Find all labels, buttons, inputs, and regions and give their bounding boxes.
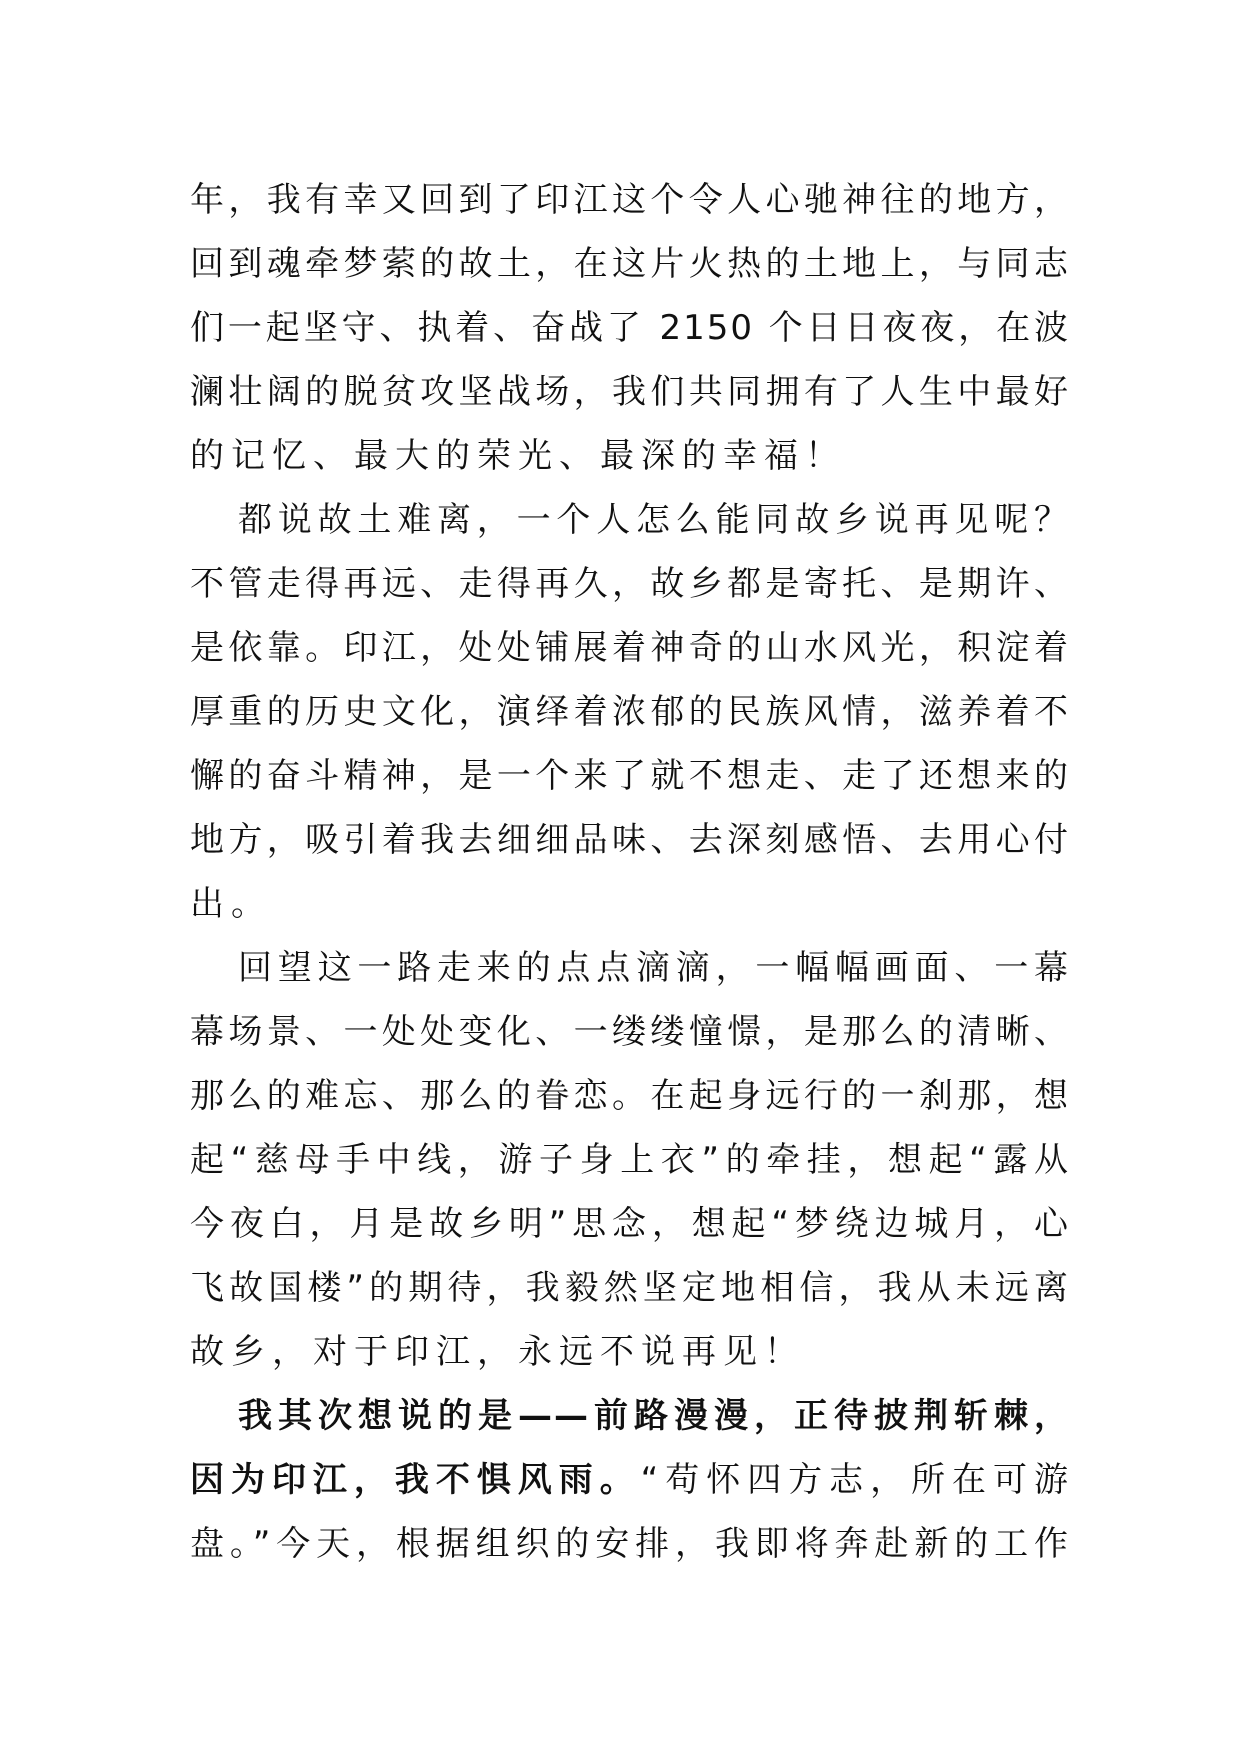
mixed-line <box>190 1448 1070 1512</box>
body-text <box>190 168 1070 1576</box>
text-line: 年，我有幸又回到了印江这个令人心驰神往的地方， <box>190 180 1070 220</box>
paragraph-2 <box>190 488 1070 936</box>
text-line: 回到魂牵梦萦的故土，在这片火热的土地上，与同志 <box>190 244 1070 284</box>
text-line: 飞故国楼”的期待，我毅然坚定地相信，我从未远离 <box>190 1268 1070 1308</box>
text-line: 的记忆、最大的荣光、最深的幸福！ <box>190 436 846 476</box>
text-line: 是依靠。印江，处处铺展着神奇的山水风光，积淀着 <box>190 628 1070 668</box>
text-line: 们一起坚守、执着、奋战了 2150 个日日夜夜，在波 <box>190 308 1070 348</box>
bold-phrase: 因为印江，我不惧风雨。 <box>190 1460 641 1500</box>
text-line: 盘。”今天，根据组织的安排，我即将奔赴新的工作 <box>190 1524 1070 1564</box>
text-line: 幕场景、一处处变化、一缕缕憧憬，是那么的清晰、 <box>190 1012 1070 1052</box>
text-line: 出。 <box>190 884 272 924</box>
text-line: 都说故土难离，一个人怎么能同故乡说再见呢？ <box>238 500 1070 540</box>
bold-heading-line: 我其次想说的是——前路漫漫，正待披荆斩棘， <box>238 1396 1070 1436</box>
text-line: 地方，吸引着我去细细品味、去深刻感悟、去用心付 <box>190 820 1070 860</box>
text-line: 起“慈母手中线，游子身上衣”的牵挂，想起“露从 <box>190 1140 1070 1180</box>
paragraph-1 <box>190 168 1070 488</box>
quote-phrase: “苟怀四方志，所在可游 <box>640 1460 1070 1500</box>
text-line: 澜壮阔的脱贫攻坚战场，我们共同拥有了人生中最好 <box>190 372 1070 412</box>
text-line: 懈的奋斗精神，是一个来了就不想走、走了还想来的 <box>190 756 1070 796</box>
text-line: 那么的难忘、那么的眷恋。在起身远行的一刹那，想 <box>190 1076 1070 1116</box>
text-line: 回望这一路走来的点点滴滴，一幅幅画面、一幕 <box>238 948 1070 988</box>
text-line: 今夜白，月是故乡明”思念，想起“梦绕边城月，心 <box>190 1204 1070 1244</box>
text-line: 厚重的历史文化，演绎着浓郁的民族风情，滋养着不 <box>190 692 1070 732</box>
text-line: 故乡，对于印江，永远不说再见！ <box>190 1332 805 1372</box>
paragraph-4 <box>190 1384 1070 1576</box>
paragraph-3 <box>190 936 1070 1384</box>
text-line: 不管走得再远、走得再久，故乡都是寄托、是期许、 <box>190 564 1070 604</box>
